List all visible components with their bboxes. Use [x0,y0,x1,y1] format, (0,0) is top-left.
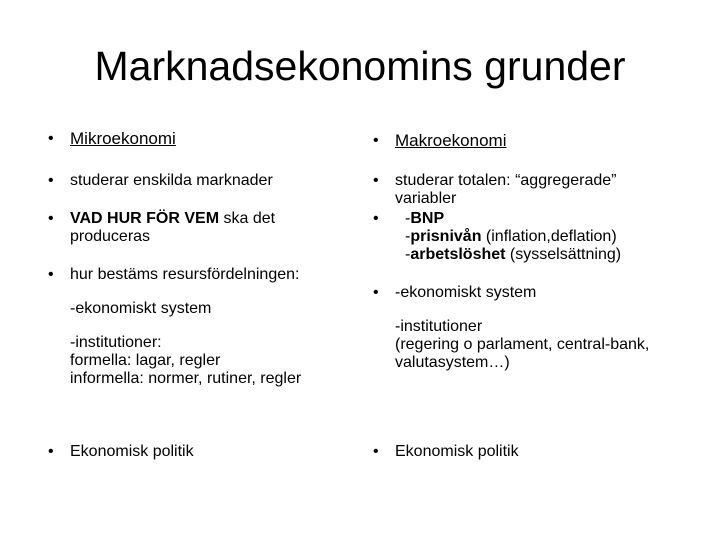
text-line: hur bestäms resursfördelningen: [70,266,300,283]
list-item-text [395,284,673,372]
list-item-text: Ekonomisk politik [70,443,194,460]
slide-title: Marknadsekonomins grunder [94,43,626,89]
bullet: • [373,172,379,189]
bullet: • [48,210,54,227]
text-line: (regering o parlament, central-bank, valutasystem…) [395,336,650,371]
list-item-text: Ekonomisk politik [395,443,519,460]
text-line [395,210,673,228]
text-line: -ekonomiskt system [70,300,212,317]
text: - [405,246,411,263]
list-item-text [70,210,348,246]
text-line: -institutioner: [70,334,162,351]
bullet: • [373,443,379,460]
bullet: • [48,266,54,283]
bullet: • [373,284,379,301]
text-line [395,228,673,246]
list-item-text [70,266,348,388]
text: - [405,228,411,245]
text: - [405,210,411,227]
text-line: informella: normer, rutiner, regler [70,370,302,387]
bold-text: prisnivån [410,228,482,245]
column-heading-makroekonomi: Makroekonomi [395,131,507,150]
bold-text: BNP [410,210,445,227]
bullet: • [48,172,54,189]
text: (inflation,deflation) [481,228,617,245]
bullet: • [373,132,379,149]
bullet: • [373,210,379,227]
text-line: formella: lagar, regler [70,352,221,369]
bold-text: arbetslöshet [410,246,506,263]
column-heading-mikroekonomi: Mikroekonomi [70,129,176,148]
text-line: -ekonomiskt system [395,284,537,301]
bullet: • [48,130,54,147]
bullet: • [48,443,54,460]
text: ska det produceras [70,210,276,245]
list-item-text [395,210,673,264]
bold-text: VAD HUR FÖR VEM [70,210,220,227]
text-line: -institutioner [395,318,483,335]
text-line [395,246,673,264]
text: (sysselsättning) [505,246,622,263]
list-item-text: studerar enskilda marknader [70,172,273,189]
list-item-text: studerar totalen: “aggregerade” variabler [395,172,617,207]
